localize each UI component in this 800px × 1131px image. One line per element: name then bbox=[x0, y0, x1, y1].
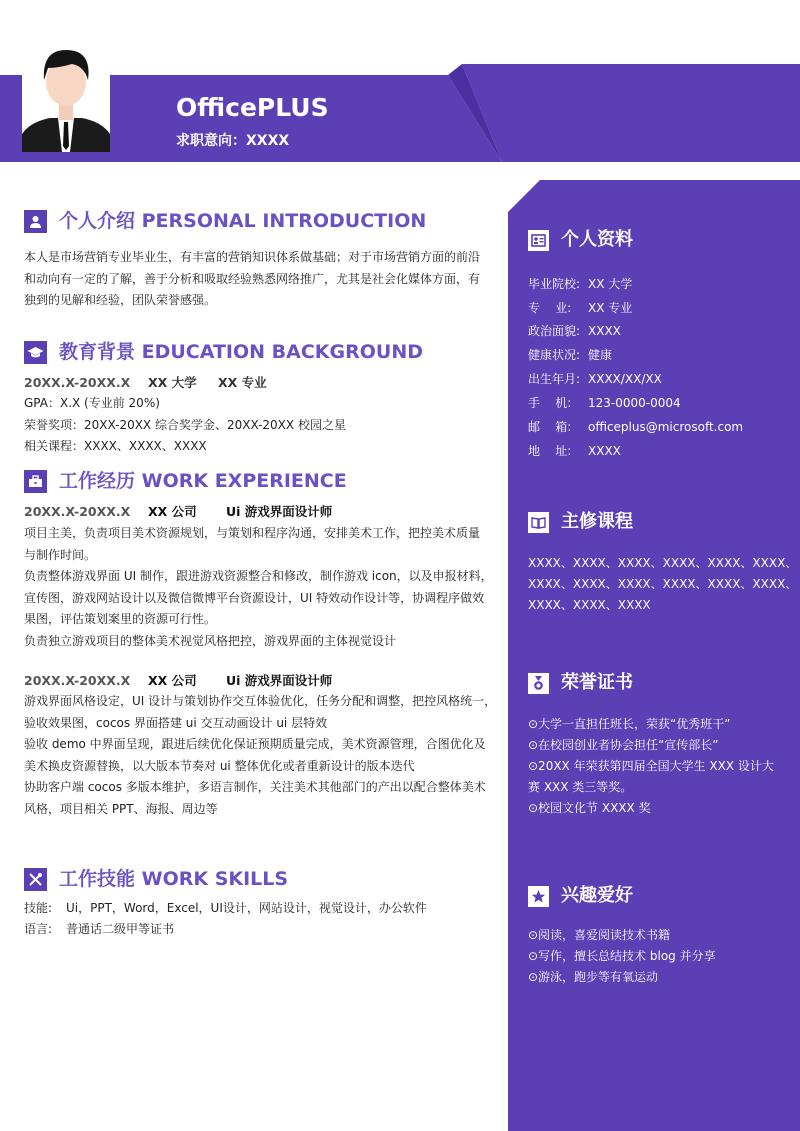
job-row bbox=[24, 503, 333, 521]
honor-item: ⊙校园文化节 XXXX 奖 bbox=[528, 801, 651, 815]
hobby-item: ⊙游泳，跑步等有氧运动 bbox=[528, 970, 659, 984]
intro-line: 本人是市场营销专业毕业生，有丰富的营销知识体系做基础；对于市场营销方面的前沿 bbox=[24, 250, 481, 264]
education-line: 相关课程：XXXX、XXXX、XXXX bbox=[24, 439, 207, 453]
profile-title: 个人资料 bbox=[561, 229, 633, 250]
section-skills-heading bbox=[24, 866, 288, 892]
profile-row bbox=[528, 443, 621, 459]
section-work-heading bbox=[24, 468, 347, 494]
section-intro-heading bbox=[24, 208, 426, 234]
section-education-title: 教育背景 EDUCATION BACKGROUND bbox=[59, 341, 423, 363]
job-date: 20XX.X-20XX.X bbox=[24, 673, 131, 688]
profile-row bbox=[528, 323, 621, 339]
book-icon bbox=[528, 512, 549, 533]
profile-label: 健康状况: bbox=[528, 348, 581, 362]
education-school: XX 大学 bbox=[148, 375, 197, 390]
profile-label: 出生年月: bbox=[528, 372, 581, 386]
hobbies-title: 兴趣爱好 bbox=[561, 885, 633, 906]
job-line: 与制作时间。 bbox=[24, 547, 97, 562]
profile-label: 政治面貌: bbox=[528, 324, 581, 338]
profile-label: 手 机: bbox=[528, 396, 572, 410]
courses-line: XXXX、XXXX、XXXX、XXXX、XXXX、XXXX、 bbox=[528, 577, 798, 591]
tools-icon bbox=[24, 868, 47, 891]
courses-heading bbox=[528, 510, 633, 534]
intro-text bbox=[24, 247, 492, 312]
hobby-item: ⊙阅读，喜爱阅读技术书籍 bbox=[528, 928, 671, 942]
user-icon bbox=[24, 210, 47, 233]
education-date: 20XX.X-20XX.X bbox=[24, 375, 131, 390]
job-line: 负责整体游戏界面 UI 制作，跟进游戏资源整合和修改，制作游戏 icon，以及申报材料， bbox=[24, 569, 493, 583]
intro-line: 和动向有一定的了解，善于分析和吸取经验熟悉网络推广，尤其是社会化媒体方面，有 bbox=[24, 271, 481, 286]
job-line: 验收 demo 中界面呈现，跟进后续优化保证预期质量完成，美术资源管理，合图优化及 bbox=[24, 737, 486, 751]
job-role: Ui 游戏界面设计师 bbox=[226, 504, 333, 519]
job-line: 风格，项目相关 PPT、海报、周边等 bbox=[24, 801, 218, 816]
honor-item: ⊙20XX 年荣获第四届全国大学生 XXX 设计大赛 XXX 类三等奖。 bbox=[528, 759, 774, 794]
job-company: XX 公司 bbox=[148, 504, 197, 519]
profile-value: officeplus@microsoft.com bbox=[588, 420, 744, 434]
skill-row bbox=[24, 919, 175, 940]
intro-line: 独到的见解和经验，团队荣誉感强。 bbox=[24, 293, 217, 307]
job-line: 负责独立游戏项目的整体美术视觉风格把控，游戏界面的主体视觉设计 bbox=[24, 633, 397, 648]
education-major: XX 专业 bbox=[218, 375, 267, 390]
avatar-illustration bbox=[22, 38, 110, 152]
profile-value: 123-0000-0004 bbox=[588, 396, 681, 410]
skill-row bbox=[24, 898, 427, 919]
job-intent bbox=[176, 132, 289, 150]
honors-heading bbox=[528, 671, 633, 695]
education-row bbox=[24, 374, 267, 392]
job-role: Ui 游戏界面设计师 bbox=[226, 673, 333, 688]
profile-value: XXXX bbox=[588, 444, 621, 458]
courses-title: 主修课程 bbox=[561, 511, 633, 532]
honors-title: 荣誉证书 bbox=[561, 672, 633, 693]
honor-item: ⊙大学一直担任班长，荣获“优秀班干” bbox=[528, 717, 731, 731]
section-skills-title: 工作技能 WORK SKILLS bbox=[59, 868, 289, 890]
profile-value: XXXX bbox=[588, 324, 621, 338]
job-details bbox=[24, 523, 492, 652]
profile-label: 邮 箱: bbox=[528, 420, 572, 434]
job-intent-label: 求职意向： bbox=[176, 133, 246, 149]
profile-row bbox=[528, 419, 743, 435]
skill-label: 技能: bbox=[24, 901, 53, 915]
profile-label: 毕业院校: bbox=[528, 277, 581, 291]
profile-label: 地 址: bbox=[528, 444, 572, 458]
profile-value: XX 专业 bbox=[588, 301, 633, 315]
briefcase-icon bbox=[24, 470, 47, 493]
avatar bbox=[22, 38, 110, 152]
skill-value: 普通话二级甲等证书 bbox=[66, 922, 175, 936]
hobbies-heading bbox=[528, 884, 633, 908]
job-line: 宣传图，游戏网站设计以及微信微博平台资源设计，UI 特效动作设计等，协调程序做效 bbox=[24, 590, 485, 605]
honors-list bbox=[528, 714, 784, 819]
job-line: 美术换皮资源替换，以大版本节奏对 ui 整体优化或者重新设计的版本迭代 bbox=[24, 758, 415, 773]
medal-icon bbox=[528, 673, 549, 694]
honor-item: ⊙在校园创业者协会担任“宣传部长” bbox=[528, 738, 719, 752]
section-intro-title: 个人介绍 PERSONAL INTRODUCTION bbox=[59, 210, 427, 232]
job-intent-value: XXXX bbox=[246, 133, 290, 149]
candidate-name: OfficePLUS bbox=[176, 93, 329, 122]
profile-value: XX 大学 bbox=[588, 277, 633, 291]
star-icon bbox=[528, 886, 549, 907]
id-card-icon bbox=[528, 230, 549, 251]
job-row bbox=[24, 672, 333, 690]
profile-row bbox=[528, 300, 632, 316]
job-line: 果图，评估策划案里的资源可行性。 bbox=[24, 612, 217, 626]
section-work-title: 工作经历 WORK EXPERIENCE bbox=[59, 470, 347, 492]
job-company: XX 公司 bbox=[148, 673, 197, 688]
profile-row bbox=[528, 347, 612, 363]
education-details bbox=[24, 393, 492, 458]
profile-value: XXXX/XX/XX bbox=[588, 372, 662, 386]
graduation-cap-icon bbox=[24, 341, 47, 364]
profile-row bbox=[528, 371, 662, 387]
skill-label: 语言: bbox=[24, 922, 53, 936]
skill-value: Ui，PPT，Word，Excel，UI设计，网站设计，视觉设计，办公软件 bbox=[66, 901, 427, 915]
job-line: 项目主美，负责项目美术资源规划，与策划和程序沟通，安排美术工作，把控美术质量 bbox=[24, 526, 481, 540]
job-date: 20XX.X-20XX.X bbox=[24, 504, 131, 519]
hobby-item: ⊙写作，擅长总结技术 blog 并分享 bbox=[528, 949, 716, 963]
hobbies-list bbox=[528, 925, 784, 988]
header-band-right bbox=[462, 64, 800, 162]
education-line: 荣誉奖项：20XX-20XX 综合奖学金、20XX-20XX 校园之星 bbox=[24, 417, 346, 432]
courses-line: XXXX、XXXX、XXXX bbox=[528, 598, 651, 612]
profile-value: 健康 bbox=[588, 348, 613, 362]
profile-row bbox=[528, 276, 632, 292]
courses-list bbox=[528, 553, 798, 616]
profile-label: 专 业: bbox=[528, 301, 572, 315]
job-details bbox=[24, 691, 497, 820]
profile-row bbox=[528, 395, 681, 411]
courses-line: XXXX、XXXX、XXXX、XXXX、XXXX、XXXX、 bbox=[528, 556, 798, 570]
job-line: 验收效果图，cocos 界面搭建 ui 交互动画设计 ui 层特效 bbox=[24, 715, 328, 730]
education-line: GPA：X.X (专业前 20%) bbox=[24, 396, 160, 410]
job-line: 游戏界面风格设定，UI 设计与策划协作交互体验优化，任务分配和调整，把控风格统一， bbox=[24, 694, 497, 708]
job-line: 协助客户端 cocos 多版本维护，多语言制作，关注美术其他部门的产出以配合整体美术 bbox=[24, 780, 486, 794]
section-education-heading bbox=[24, 339, 423, 365]
profile-heading bbox=[528, 228, 633, 252]
